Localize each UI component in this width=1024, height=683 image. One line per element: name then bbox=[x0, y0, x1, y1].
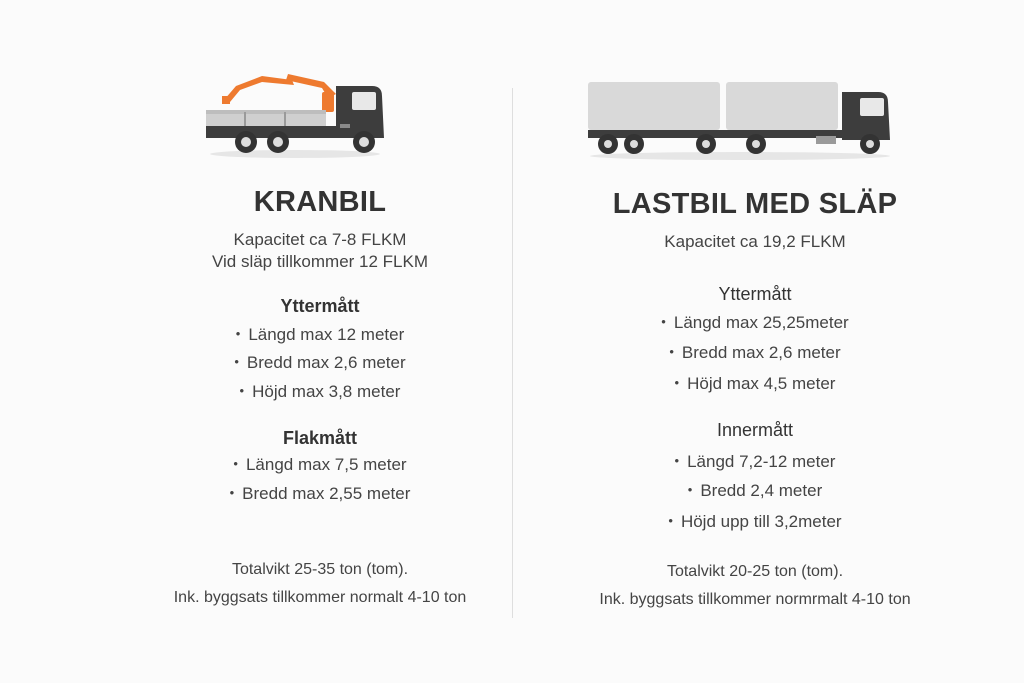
truck-trailer-capacity: Kapacitet ca 19,2 FLKM bbox=[664, 232, 846, 251]
crane-bed-length: • Längd max 7,5 meter bbox=[150, 455, 490, 475]
crane-kit-note: Ink. byggsats tillkommer normalt 4-10 ton bbox=[173, 589, 467, 606]
crane-outer-heading: Yttermått bbox=[280, 296, 360, 316]
truck-with-trailer-icon bbox=[584, 78, 896, 162]
crane-outer-width: • Bredd max 2,6 meter bbox=[150, 353, 490, 373]
truck-trailer-title: LASTBIL MED SLÄP bbox=[612, 188, 898, 220]
truck-outer-heading: Yttermått bbox=[718, 284, 792, 304]
crane-bed-width: • Bredd max 2,55 meter bbox=[150, 484, 490, 504]
crane-outer-height: • Höjd max 3,8 meter bbox=[150, 382, 490, 402]
truck-total-weight: Totalvikt 20-25 ton (tom). bbox=[666, 563, 844, 580]
truck-inner-heading: Innermått bbox=[716, 420, 794, 440]
crane-truck-title: KRANBIL bbox=[253, 186, 387, 218]
truck-outer-width: • Bredd max 2,6 meter bbox=[560, 343, 950, 363]
truck-outer-length: • Längd max 25,25meter bbox=[560, 313, 950, 333]
truck-inner-length: • Längd 7,2-12 meter bbox=[560, 452, 950, 472]
truck-inner-width: • Bredd 2,4 meter bbox=[560, 481, 950, 501]
crane-outer-length: • Längd max 12 meter bbox=[150, 325, 490, 345]
crane-truck-trailer-note: Vid släp tillkommer 12 FLKM bbox=[211, 252, 429, 271]
crane-truck-capacity: Kapacitet ca 7-8 FLKM bbox=[233, 230, 407, 249]
truck-kit-note: Ink. byggsats tillkommer normrmalt 4-10 ton bbox=[599, 591, 911, 608]
truck-inner-height: • Höjd upp till 3,2meter bbox=[560, 512, 950, 532]
crane-total-weight: Totalvikt 25-35 ton (tom). bbox=[231, 561, 409, 578]
truck-outer-height: • Höjd max 4,5 meter bbox=[560, 374, 950, 394]
column-divider bbox=[512, 88, 513, 618]
crane-truck-icon bbox=[200, 68, 390, 160]
crane-bed-heading: Flakmått bbox=[282, 428, 358, 448]
